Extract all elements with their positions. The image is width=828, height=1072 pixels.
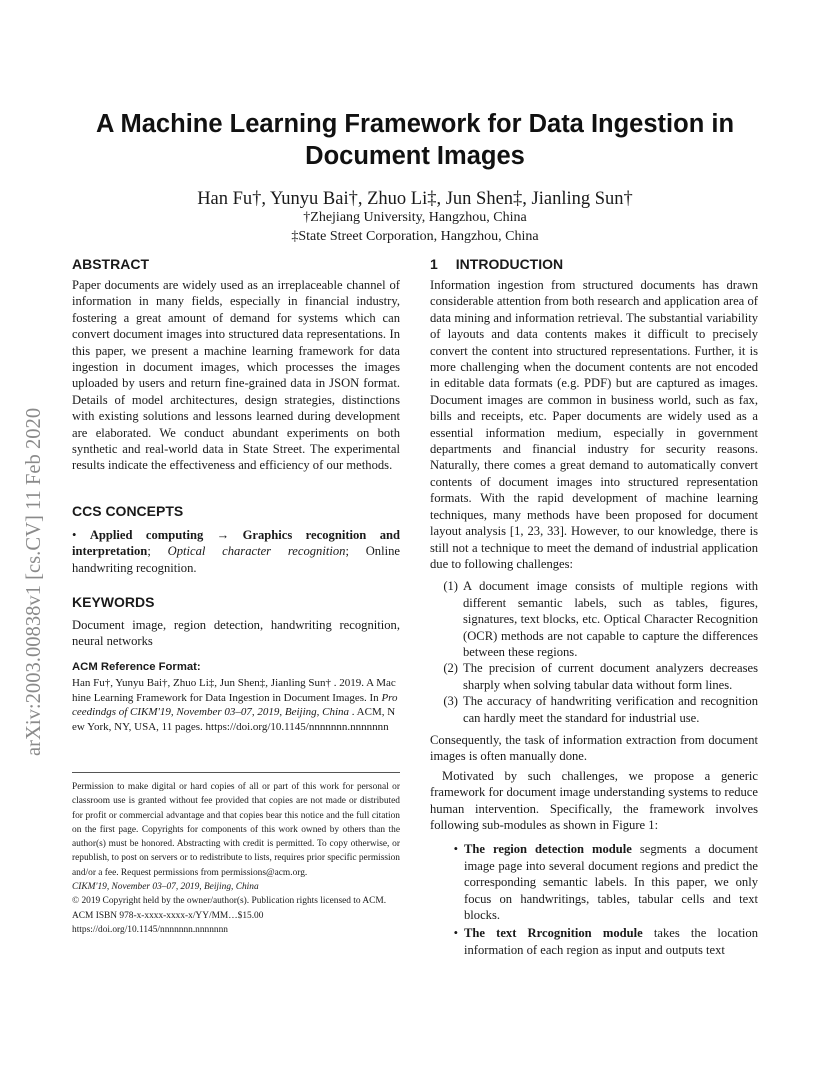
module-bullet: • [453, 926, 458, 941]
challenges-list [430, 578, 758, 726]
ccs-category: Applied computing → Graphics recognition and interpretation [72, 528, 400, 559]
permission-block [72, 780, 400, 937]
intro-title: INTRODUCTION [455, 256, 564, 272]
intro-number: 1 [430, 256, 438, 272]
introduction-section [430, 255, 758, 958]
abstract-text: Paper documents are widely used as an irreplaceable channel of information in many fields, especially in financial industry, fostering a great amount of demand for systems which can convert document images into structured data representations. In this paper, we present a machine learning framework for data ingestion in document images, which processes the images uploaded by users and return fine-grained data in JSON format. Details of model architectures, design strategies, distinctions with existing solutions and lessons learned during development are elaborated. We conduct abundant experiments on both synthetic and real-world data in State Street. The experimental results indicate the effectiveness and efficiency of our methods. [72, 278, 400, 473]
challenge-number: (1) [443, 579, 458, 594]
acm-reference [72, 660, 400, 734]
challenge-item [430, 693, 758, 726]
affiliation-1: †Zhejiang University, Hangzhou, China [303, 210, 527, 225]
permission-copyright: © 2019 Copyright held by the owner/author(s). Publication rights licensed to ACM. [72, 896, 387, 907]
intro-paragraph-3: Motivated by such challenges, we propose a generic framework for document image understanding systems to reduce human intervention. Specifically, the framework involves following sub-modules as shown in Figure 1: [430, 768, 758, 832]
challenge-text: The accuracy of handwriting verification and recognition can hardly meet the standard for industrial use. [463, 694, 758, 725]
intro-paragraph-2: Consequently, the task of information extraction from document images is often manually done. [430, 732, 758, 764]
permission-venue: CIKM'19, November 03–07, 2019, Beijing, China [72, 882, 259, 893]
intro-paragraph-1: Information ingestion from structured documents has drawn considerable attention from both research and application area of data mining and information retrieval. The substantial variability of layouts and data contents makes it difficult to precisely convert the content into structured representations. Further, it is more challenging when the document contents are not encoded in editable data formats (e.g. PDF) but are captured as images. Document images are common in business world, such as fax, bills and receipts, etc. Paper documents are widely used as a essential information medium, especially in government departments and financial industry for security reasons. Naturally, there comes a great demand to automatically convert contents of document images into structured representation formats. With the rapid development of machine learning techniques, many methods have been proposed for document layout analysis [1, 23, 33]. However, to our knowledge, there is still not a technique to meet the demand of industrial application due to following challenges: [430, 278, 758, 571]
challenge-item [430, 660, 758, 693]
permission-isbn: ACM ISBN 978-x-xxxx-xxxx-x/YY/MM…$15.00 [72, 910, 264, 921]
challenge-number: (2) [443, 661, 458, 676]
module-bullet: • [453, 842, 458, 857]
ccs-bullet: • [72, 528, 77, 542]
ccs-section [72, 502, 400, 576]
permission-text: Permission to make digital or hard copies of all or part of this work for personal or classroom use is granted without fee provided that copies are not made or distributed for profit or commercial advantage and that copies bear this notice and the full citation on the first page. Copyrights for components of this work owned by others than the author(s) must be honored. Abstracting with credit is permitted. To copy otherwise, or republish, to post on servers or to redistribute to lists, requires prior specific permission and/or a fee. Request permissions from permissions@acm.org. [72, 782, 400, 878]
module-item [430, 925, 758, 958]
keywords-heading: KEYWORDS [72, 594, 155, 610]
challenge-item [430, 578, 758, 660]
author-list: Han Fu†, Yunyu Bai†, Zhuo Li‡, Jun Shen‡, Jianling Sun† [197, 189, 633, 209]
arxiv-stamp-text: arXiv:2003.00838v1 [cs.CV] 11 Feb 2020 [23, 407, 45, 756]
challenge-text: The precision of current document analyzers decreases sharply when solving tabular data without form lines. [463, 661, 758, 692]
acm-reference-text [72, 676, 400, 734]
module-item [430, 841, 758, 923]
footnote-divider [72, 772, 400, 773]
module-description: segments a document image page into several document regions and predict the corresponding semantic labels. In this paper, we only focus on handwritings, tables, tabular cells and text blocks. [464, 842, 758, 923]
challenge-number: (3) [443, 694, 458, 709]
module-name: The text Rrcognition module [464, 926, 643, 941]
keywords-text: Document image, region detection, handwriting recognition, neural networks [72, 618, 400, 649]
challenge-text: A document image consists of multiple regions with different semantic labels, such as tables, figures, signatures, text blocks, etc. Optical Character Recognition (OCR) methods are not capable to capture the differences between these regions. [463, 579, 758, 659]
intro-heading [430, 255, 758, 273]
keywords-section [72, 593, 400, 650]
ccs-heading: CCS CONCEPTS [72, 503, 184, 519]
abstract-heading: ABSTRACT [72, 256, 149, 272]
acm-ref-venue: Proceedindgs of CIKM'19, November 03–07, 2019, Beijing, China [72, 691, 398, 719]
acm-ref-part2: . ACM, New York, NY, USA, 11 pages. https://doi.org/10.1145/nnnnnnn.nnnnnnn [72, 706, 396, 733]
modules-list [430, 841, 758, 958]
acm-ref-part1: Han Fu†, Yunyu Bai†, Zhuo Li‡, Jun Shen‡, Jianling Sun† . 2019. A Machine Learning Framework for Data Ingestion in Document Images. In [72, 677, 396, 704]
ccs-rest: ; Online handwriting recognition. [72, 544, 400, 575]
module-name: The region detection module [464, 842, 632, 857]
affiliation-2: ‡State Street Corporation, Hangzhou, China [291, 229, 539, 244]
module-description: takes the location information of each region as input and outputs text [464, 926, 758, 957]
arxiv-stamp [22, 286, 46, 756]
ccs-separator: ; [147, 544, 168, 559]
ccs-italic-term: Optical character recognition [167, 544, 346, 559]
paper-title: A Machine Learning Framework for Data Ingestion in Document Images [95, 110, 735, 170]
module-text [464, 925, 758, 958]
module-text [464, 841, 758, 923]
abstract-section [72, 255, 400, 474]
permission-doi: https://doi.org/10.1145/nnnnnnn.nnnnnnn [72, 924, 228, 935]
acm-reference-heading: ACM Reference Format: [72, 661, 201, 673]
ccs-text [72, 527, 400, 576]
